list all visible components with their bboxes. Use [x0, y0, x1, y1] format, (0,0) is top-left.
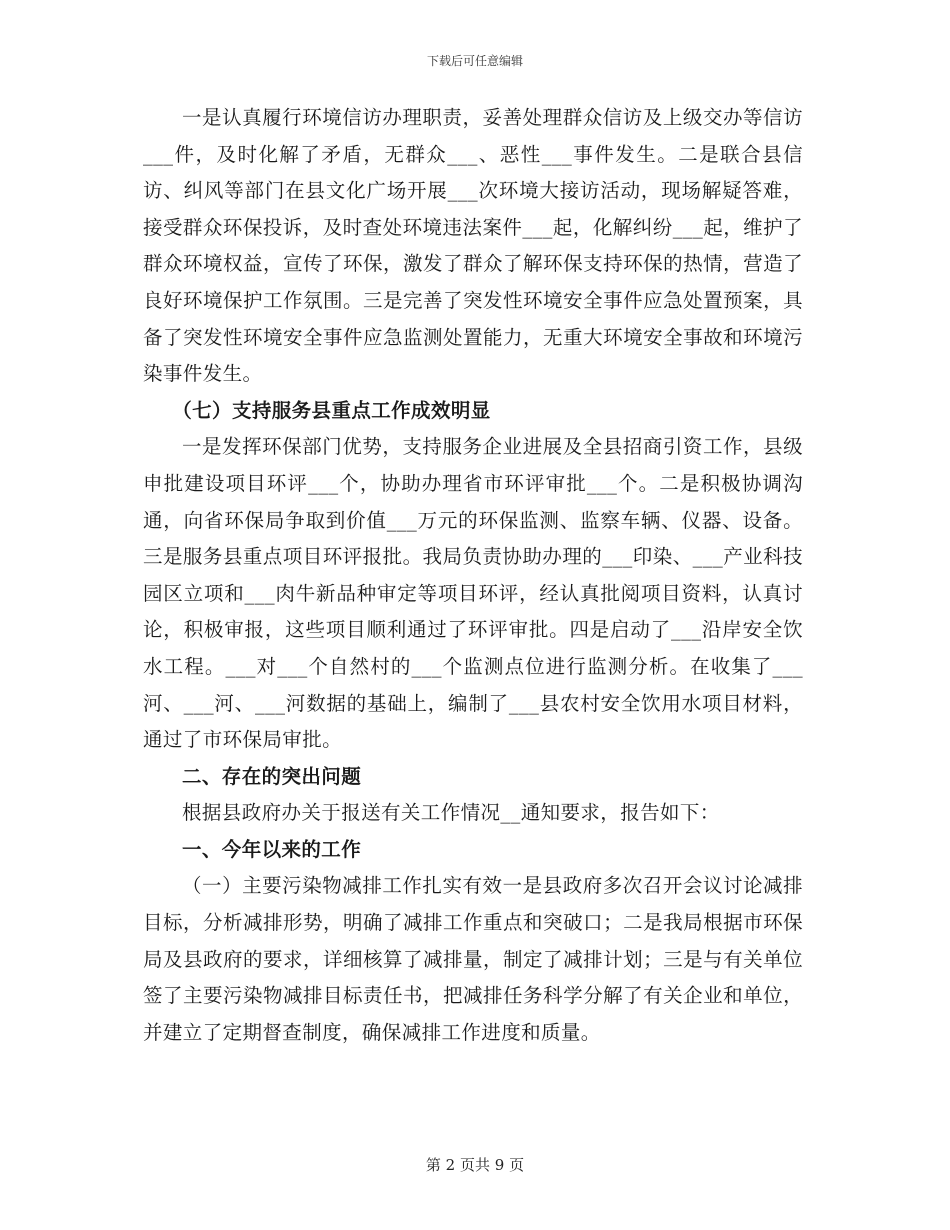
page-number: 第 2 页共 9 页	[425, 1156, 525, 1174]
paragraph-report-intro: 根据县政府办关于报送有关工作情况__通知要求，报告如下：	[182, 801, 720, 825]
paragraph-key-work-support: 一是发挥环保部门优势，支持服务企业进展及全县招商引资工作，县级申批建设项目环评___个，协助办理省市环评审批___个。二是积极协调沟通，向省环保局争取到价值___万元的环保监测、监察车辆、仪器、设备。三是服务县重点项目环评报批。我局负责协助办理的___印染、___产业科技园区立项和___肉牛新品种审定等项目环评，经认真批阅项目资料，认真讨论，积极审报，这些项目顺利通过了环评审批。四是启动了___沿岸安全饮水工程。___对___个自然村的___个监测点位进行监测分析。在收集了___河、___河、___河数据的基础上，编制了___县农村安全饮用水项目材料，通过了市环保局审批。	[143, 435, 803, 752]
document-body	[143, 100, 803, 1051]
section-heading-7: （七）支持服务县重点工作成效明显	[172, 398, 491, 422]
section-heading-work-this-year: 一、今年以来的工作	[182, 837, 362, 861]
page-header-note: 下载后可任意编辑	[426, 54, 523, 68]
paragraph-petition-work: 一是认真履行环境信访办理职责，妥善处理群众信访及上级交办等信访___件，及时化解了矛盾，无群众___、恶性___事件发生。二是联合县信访、纠风等部门在县文化广场开展___次环境大接访活动，现场解疑答难，接受群众环保投诉，及时查处环境违法案件___起，化解纠纷___起，维护了群众环境权益，宣传了环保，激发了群众了解环保支持环保的热情，营造了良好环境保护工作氛围。三是完善了突发性环境安全事件应急处置预案，具备了突发性环境安全事件应急监测处置能力，无重大环境安全事故和环境污染事件发生。	[143, 106, 803, 386]
section-heading-problems: 二、存在的突出问题	[182, 764, 362, 788]
paragraph-emission-reduction: （一）主要污染物减排工作扎实有效一是县政府多次召开会议讨论减排目标，分析减排形势，明确了减排工作重点和突破口；二是我局根据市环保局及县政府的要求，详细核算了减排量，制定了减排计划；三是与有关单位签了主要污染物减排目标责任书，把减排任务科学分解了有关企业和单位，并建立了定期督查制度，确保减排工作进度和质量。	[143, 874, 803, 1044]
